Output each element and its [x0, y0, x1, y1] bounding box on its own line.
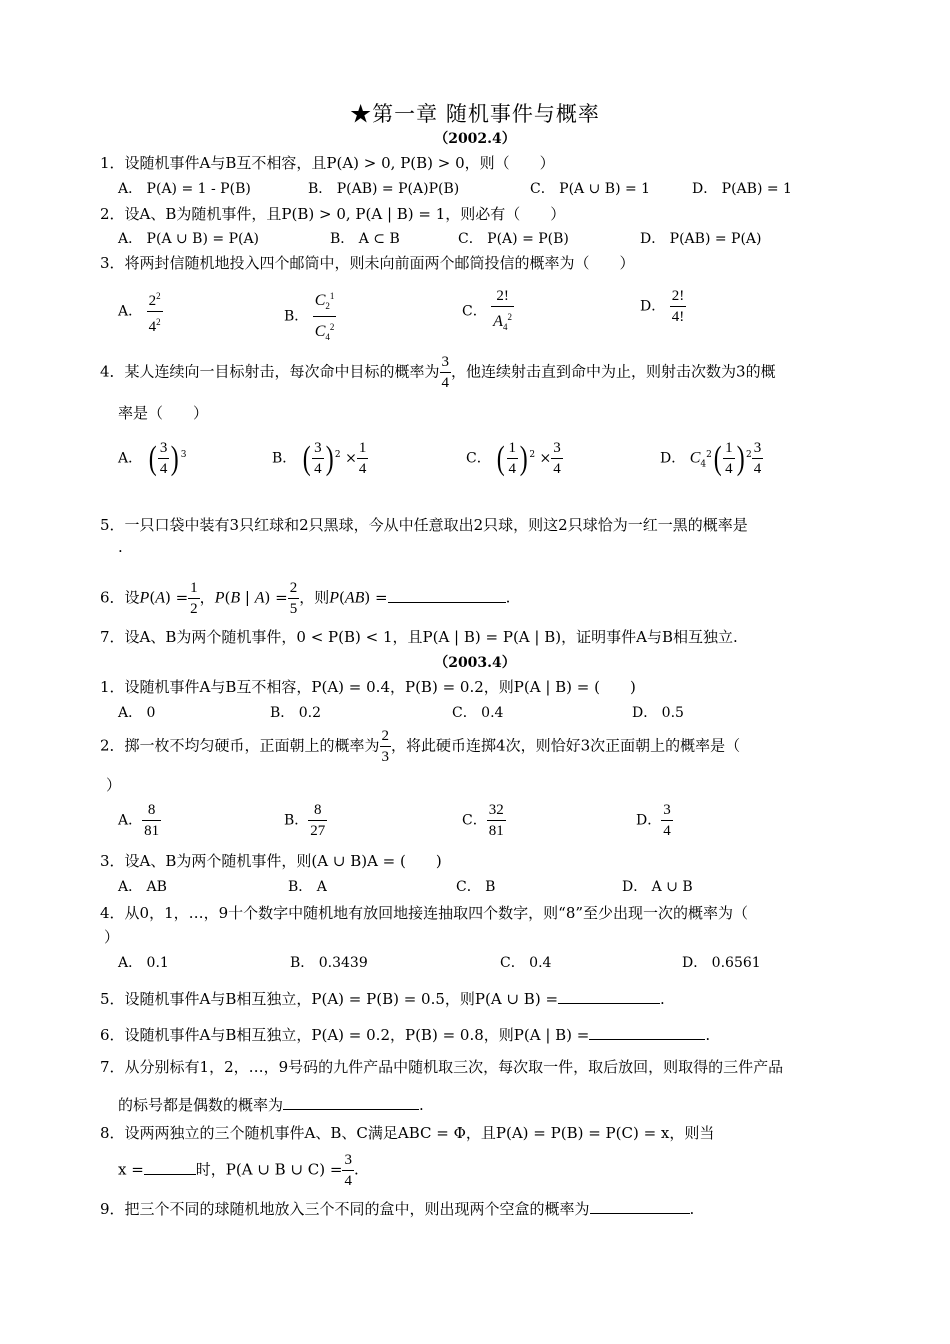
q2-2003-stem-cont: ） [106, 776, 122, 794]
q8-2003-stem: 8．设两两独立的三个随机事件A、B、C满足ABC = Φ，且P(A) = P(B) = P(C) = x，则当 [100, 1124, 715, 1142]
q1-2003-option-d: D． 0.5 [632, 705, 684, 721]
q3-2003-option-a: A． AB [118, 879, 167, 895]
q2-2003-option-b: B． $\frac{8}{27}$ [284, 802, 326, 839]
q3-2002-option-a: A． $\frac{2^2}{4^2}$ [118, 286, 163, 337]
page-title: ★第一章 随机事件与概率 [350, 102, 600, 126]
q4-2002-stem: 4．某人连续向一目标射击，每次命中目标的概率为 $\frac{3}{4}$ ，他连续射击直到命中为止，则射击次数为3的概 [100, 354, 776, 391]
q3-2002-stem: 3．将两封信随机地投入四个邮筒中，则未向前面两个邮筒投信的概率为（ ） [100, 254, 635, 272]
q1-2002-option-d: D． P(AB) = 1 [692, 181, 792, 197]
q8-2003-stem-cont: x = 时，P(A ∪ B ∪ C) = $\frac{3}{4}$ . [118, 1152, 359, 1189]
q4-2003-option-c: C． 0.4 [500, 955, 552, 971]
q7-2003-stem-cont: 的标号都是偶数的概率为 . [118, 1096, 424, 1114]
q4-2003-option-a: A． 0.1 [118, 955, 169, 971]
q5-2003: 5．设随机事件A与B相互独立，P(A) = P(B) = 0.5，则P(A ∪ B) = . [100, 990, 665, 1008]
q2-2002-option-b: B． A ⊂ B [330, 231, 400, 247]
q7-2003-stem: 7．从分别标有1，2，…，9号码的九件产品中随机取三次，每次取一件，取后放回，则取得的三件产品 [100, 1058, 784, 1076]
q3-2002-option-c: C． $\frac{2!}{A_4^2}$ [462, 288, 512, 332]
q3-2002-option-b: B． $\frac{C_2^1}{C_4^2}$ [284, 286, 336, 347]
q4-2003-option-d: D． 0.6561 [682, 955, 761, 971]
q7-2002-stem: 7．设A、B为两个随机事件，0 < P(B) < 1，且P(A | B) = P(A | B)，证明事件A与B相互独立. [100, 628, 738, 646]
q3-2002-option-d: D． $\frac{2!}{4!}$ [640, 288, 685, 325]
q5-2002-tail: . [118, 538, 123, 556]
q1-2002-option-c: C． P(A ∪ B) = 1 [530, 181, 651, 197]
q6-2002: 6．设P(A) = $\frac{1}{2}$ ，P(B | A) = $\frac{2}{5}$ ，则P(AB) = . [100, 580, 511, 617]
q1-2002-option-a: A． P(A) = 1 - P(B) [118, 181, 251, 197]
q4-2002-option-a: A． ( $\frac{3}{4}$ ) $^3$ [118, 439, 187, 477]
q3-2003-option-b: B． A [288, 879, 327, 895]
q1-2002-stem: 1．设随机事件A与B互不相容，且P(A) > 0, P(B) > 0，则（ ） [100, 154, 555, 172]
q2-2002-option-c: C． P(A) = P(B) [458, 231, 569, 247]
q4-2002-option-d: D． $C_4^2$( $\frac{1}{4}$ ) $^2$ $\frac{3}{4}$ [660, 439, 762, 477]
q2-2003-stem: 2．掷一枚不均匀硬币，正面朝上的概率为 $\frac{2}{3}$ ，将此硬币连掷4次，则恰好3次正面朝上的概率是（ [100, 728, 741, 765]
q1-2003-option-c: C． 0.4 [452, 705, 504, 721]
q2-2003-option-d: D． $\frac{3}{4}$ [636, 802, 671, 839]
q1-2002-option-b: B． P(AB) = P(A)P(B) [308, 181, 460, 197]
section-year-2002: （2002.4） [434, 131, 516, 147]
q2-2002-option-a: A． P(A ∪ B) = P(A) [118, 231, 260, 247]
q4-2002-stem-cont: 率是（ ） [118, 404, 209, 422]
q2-2002-option-d: D． P(AB) = P(A) [640, 231, 762, 247]
q2-2002-stem: 2．设A、B为随机事件，且P(B) > 0, P(A | B) = 1，则必有（ ） [100, 205, 566, 223]
q2-2003-option-c: C． $\frac{32}{81}$ [462, 802, 504, 839]
q5-2002-stem: 5．一只口袋中装有3只红球和2只黑球，今从中任意取出2只球，则这2只球恰为一红一黑的概率是 [100, 516, 748, 534]
q6-2003: 6．设随机事件A与B相互独立，P(A) = 0.2，P(B) = 0.8，则P(A | B) = . [100, 1026, 711, 1044]
q9-2003: 9．把三个不同的球随机地放入三个不同的盒中，则出现两个空盒的概率为 . [100, 1200, 695, 1218]
q4-2003-stem: 4．从0，1，…，9十个数字中随机地有放回地接连抽取四个数字，则“8”至少出现一次的概率为（ [100, 904, 749, 922]
q4-2003-stem-cont: ） [104, 928, 120, 946]
section-year-2003: （2003.4） [434, 655, 516, 671]
q1-2003-stem: 1．设随机事件A与B互不相容，P(A) = 0.4，P(B) = 0.2，则P(A | B) = ( ) [100, 678, 636, 696]
q4-2003-option-b: B． 0.3439 [290, 955, 368, 971]
q1-2003-option-a: A． 0 [118, 705, 156, 721]
q4-2002-option-c: C． ( $\frac{1}{4}$ ) $^2$ × $\frac{3}{4}$ [466, 439, 561, 477]
q3-2003-stem: 3．设A、B为两个随机事件，则(A ∪ B)A = ( ) [100, 852, 442, 870]
q1-2003-option-b: B． 0.2 [270, 705, 322, 721]
q4-2002-option-b: B． ( $\frac{3}{4}$ ) $^2$ × $\frac{1}{4}$ [272, 439, 367, 477]
q3-2003-option-d: D． A ∪ B [622, 879, 693, 895]
q2-2003-option-a: A． $\frac{8}{81}$ [118, 802, 160, 839]
q3-2003-option-c: C． B [456, 879, 496, 895]
